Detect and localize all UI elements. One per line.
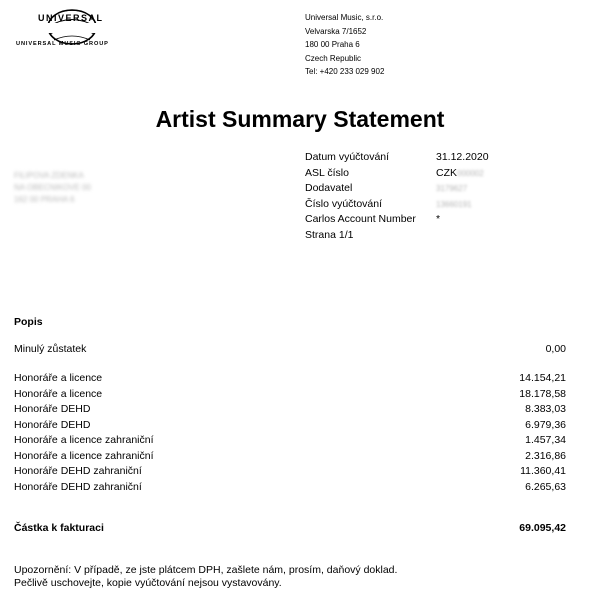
row-label: Honoráře DEHD <box>14 403 91 415</box>
meta-label-page: Strana 1/1 <box>305 228 354 241</box>
section-heading: Popis <box>14 316 43 328</box>
row-value: 1.457,34 <box>525 434 566 446</box>
meta-value-date: 31.12.2020 <box>436 151 489 163</box>
row-value: 0,00 <box>545 343 566 355</box>
recipient-address <box>14 170 91 206</box>
row-label: Honoráře DEHD zahraniční <box>14 480 142 493</box>
statement-meta-values <box>436 150 489 228</box>
meta-label-asl: ASL číslo <box>305 166 349 179</box>
logo-wordmark: UNIVERSAL <box>38 13 104 23</box>
meta-label-statement-number: Číslo vyúčtování <box>305 197 383 210</box>
row-label: Honoráře a licence <box>14 372 103 384</box>
notice-text <box>14 564 397 590</box>
row-label: Honoráře a licence <box>14 387 103 400</box>
table-row <box>14 480 566 495</box>
row-label: Honoráře a licence zahraniční <box>14 434 154 446</box>
company-name: Universal Music, s.r.o. <box>305 13 384 22</box>
row-label: Honoráře DEHD zahraniční <box>14 465 142 477</box>
meta-label-supplier: Dodavatel <box>305 182 353 195</box>
row-value: 6.265,63 <box>525 480 566 493</box>
row-value: 2.316,86 <box>525 449 566 462</box>
row-label: Honoráře a licence zahraniční <box>14 449 154 462</box>
asl-prefix: CZK <box>436 166 457 179</box>
row-label: Honoráře DEHD <box>14 418 91 431</box>
table-row <box>14 449 566 464</box>
row-value: 8.383,03 <box>525 403 566 415</box>
table-row <box>14 418 566 433</box>
row-value: 14.154,21 <box>519 372 566 384</box>
table-row <box>14 402 566 417</box>
meta-value-carlos: * <box>436 213 441 226</box>
row-value: 6.979,36 <box>525 418 566 431</box>
meta-value-supplier <box>436 181 489 197</box>
table-row <box>14 433 566 448</box>
recipient-line: FILIPOVA ZDENKA <box>14 171 84 180</box>
supplier-redacted: 3179627 <box>436 184 468 194</box>
company-phone: Tel: +420 233 029 902 <box>305 67 385 76</box>
company-city: 180 00 Praha 6 <box>305 40 360 49</box>
table-row <box>14 464 566 479</box>
asl-redacted: 000002 <box>457 168 484 178</box>
previous-balance-row <box>14 342 566 357</box>
statement-number-redacted: 13660191 <box>436 199 472 209</box>
meta-value-asl <box>436 166 489 182</box>
recipient-line: NA OBECNIKOVE 00 <box>14 183 91 192</box>
company-country: Czech Republic <box>305 53 362 63</box>
row-label: Minulý zůstatek <box>14 343 87 355</box>
table-row <box>14 387 566 402</box>
total-value: 69.095,42 <box>519 522 566 534</box>
total-row <box>14 521 566 536</box>
row-value: 11.360,41 <box>520 465 566 477</box>
table-row <box>14 371 566 386</box>
company-address <box>305 11 384 79</box>
meta-label-carlos: Carlos Account Number <box>305 213 416 226</box>
recipient-line: 162 00 PRAHA 6 <box>14 195 75 204</box>
notice-line-vat: Upozornění: V případě, ze jste plátcem DPH, zašlete nám, prosím, daňový doklad. <box>14 564 398 576</box>
notice-line-copies: Pečlivě uschovejte, kopie vyúčtování nejsou vystavovány. <box>14 577 282 589</box>
company-street: Velvarska 7/1652 <box>305 26 367 36</box>
statement-meta-labels <box>305 150 416 244</box>
logo-tagline: UNIVERSAL MUSIC GROUP <box>16 41 109 47</box>
page-title: Artist Summary Statement <box>155 106 445 132</box>
meta-label-date: Datum vyúčtování <box>305 151 390 163</box>
row-value: 18.178,58 <box>519 387 566 400</box>
meta-value-statement-number <box>436 197 489 213</box>
total-label: Částka k fakturaci <box>14 522 104 534</box>
